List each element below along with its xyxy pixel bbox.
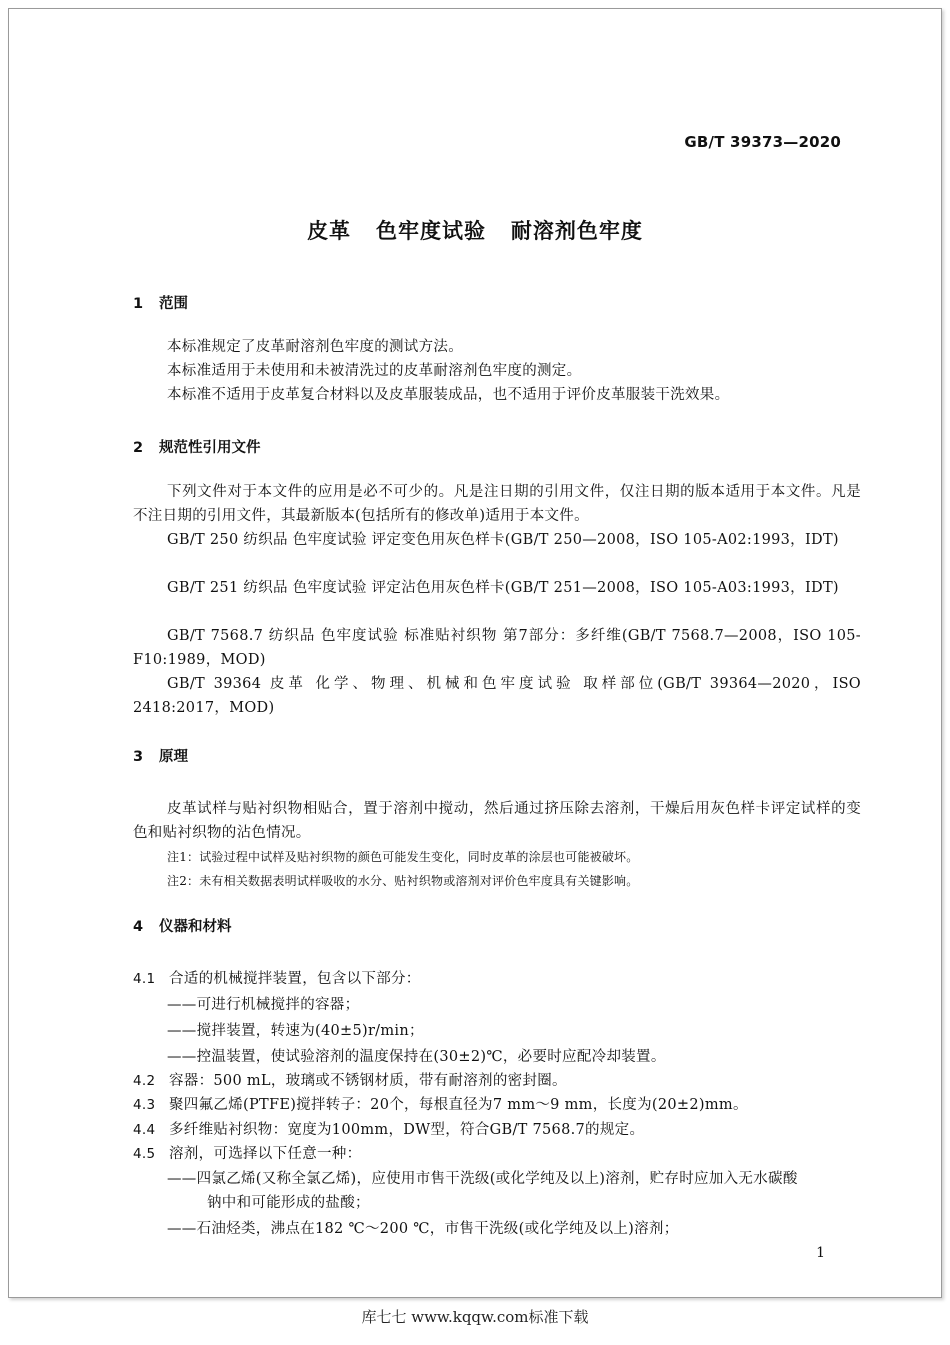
section-3-heading — [133, 745, 188, 766]
clause-number: 4.2 — [133, 1073, 156, 1089]
clause-4-5 — [133, 1142, 861, 1166]
dash-line-continued: 钠中和可能形成的盐酸； — [207, 1195, 370, 1211]
dash-item-solvent-2: ——石油烃类，沸点在182 ℃～200 ℃，市售干洗级(或化学纯及以上)溶剂； — [167, 1221, 679, 1237]
scope-paragraph-3: 本标准不适用于皮革复合材料以及皮革服装成品，也不适用于评价皮革服装干洗效果。 — [167, 387, 730, 403]
section-number: 2 — [133, 440, 144, 456]
section-title: 规范性引用文件 — [159, 440, 261, 456]
section-title: 原理 — [159, 749, 188, 765]
reference-item: GB/T 250 纺织品 色牢度试验 评定变色用灰色样卡(GB/T 250—2008，ISO 105-A02:1993，IDT) — [167, 532, 839, 548]
section-2-heading — [133, 436, 261, 457]
dash-line: ——四氯乙烯(又称全氯乙烯)，应使用市售干洗级(或化学纯及以上)溶剂，贮存时应加入无水碳酸 — [167, 1171, 798, 1187]
page-number: 1 — [816, 1245, 825, 1261]
dash-item: ——搅拌装置，转速为(40±5)r/min； — [167, 1023, 424, 1039]
document-title: 皮革 色牢度试验 耐溶剂色牢度 — [307, 219, 643, 243]
clause-4-2 — [133, 1069, 861, 1093]
section-4-heading — [133, 915, 232, 936]
reference-item: GB/T 7568.7 纺织品 色牢度试验 标准贴衬织物 第7部分：多纤维(GB/T 7568.7—2008，ISO 105-F10:1989，MOD) — [133, 628, 861, 668]
clause-4-1 — [133, 967, 861, 991]
scope-paragraph-2: 本标准适用于未使用和未被清洗过的皮革耐溶剂色牢度的测定。 — [167, 363, 582, 379]
dash-item-solvent-1 — [167, 1167, 861, 1215]
standard-code: GB/T 39373—2020 — [684, 133, 841, 151]
section-title: 仪器和材料 — [159, 919, 232, 935]
reference-item: GB/T 39364 皮革 化学、物理、机械和色牢度试验 取样部位(GB/T 39364—2020，ISO 2418:2017，MOD) — [133, 676, 861, 716]
section-title: 范围 — [159, 296, 188, 312]
clause-text: 溶剂，可选择以下任意一种： — [169, 1146, 362, 1162]
section-number: 1 — [133, 296, 144, 312]
section-number: 4 — [133, 919, 144, 935]
principle-paragraph: 皮革试样与贴衬织物相贴合，置于溶剂中搅动，然后通过挤压除去溶剂，干燥后用灰色样卡评定试样的变色和贴衬织物的沾色情况。 — [133, 801, 861, 841]
clause-4-4 — [133, 1118, 861, 1142]
clause-4-3 — [133, 1093, 861, 1117]
clause-number: 4.1 — [133, 971, 156, 987]
clause-text: 多纤维贴衬织物：宽度为100mm，DW型，符合GB/T 7568.7的规定。 — [169, 1122, 645, 1138]
references-intro: 下列文件对于本文件的应用是必不可少的。凡是注日期的引用文件，仅注日期的版本适用于本文件。凡是不注日期的引用文件，其最新版本(包括所有的修改单)适用于本文件。 — [133, 484, 861, 524]
clause-text: 容器：500 mL，玻璃或不锈钢材质，带有耐溶剂的密封圈。 — [169, 1073, 567, 1089]
clause-number: 4.3 — [133, 1097, 156, 1113]
section-number: 3 — [133, 749, 144, 765]
clause-text: 聚四氟乙烯(PTFE)搅拌转子：20个，每根直径为7 mm～9 mm，长度为(20±2)mm。 — [169, 1097, 748, 1113]
reference-item: GB/T 251 纺织品 色牢度试验 评定沾色用灰色样卡(GB/T 251—2008，ISO 105-A03:1993，IDT) — [167, 580, 839, 596]
dash-item: ——控温装置，使试验溶剂的温度保持在(30±2)℃，必要时应配冷却装置。 — [167, 1049, 666, 1065]
clause-number: 4.4 — [133, 1122, 156, 1138]
note-2: 注2：未有相关数据表明试样吸收的水分、贴衬织物或溶剂对评价色牢度具有关键影响。 — [167, 874, 639, 888]
section-1-heading — [133, 292, 188, 313]
footer-watermark: 库七七 www.kqqw.com标准下载 — [361, 1308, 589, 1326]
dash-item: ——可进行机械搅拌的容器； — [167, 997, 360, 1013]
scope-paragraph-1: 本标准规定了皮革耐溶剂色牢度的测试方法。 — [167, 339, 463, 355]
clause-number: 4.5 — [133, 1146, 156, 1162]
document-page — [8, 8, 942, 1298]
note-1: 注1：试验过程中试样及贴衬织物的颜色可能发生变化，同时皮革的涂层也可能被破坏。 — [167, 850, 639, 864]
clause-text: 合适的机械搅拌装置，包含以下部分： — [169, 971, 421, 987]
